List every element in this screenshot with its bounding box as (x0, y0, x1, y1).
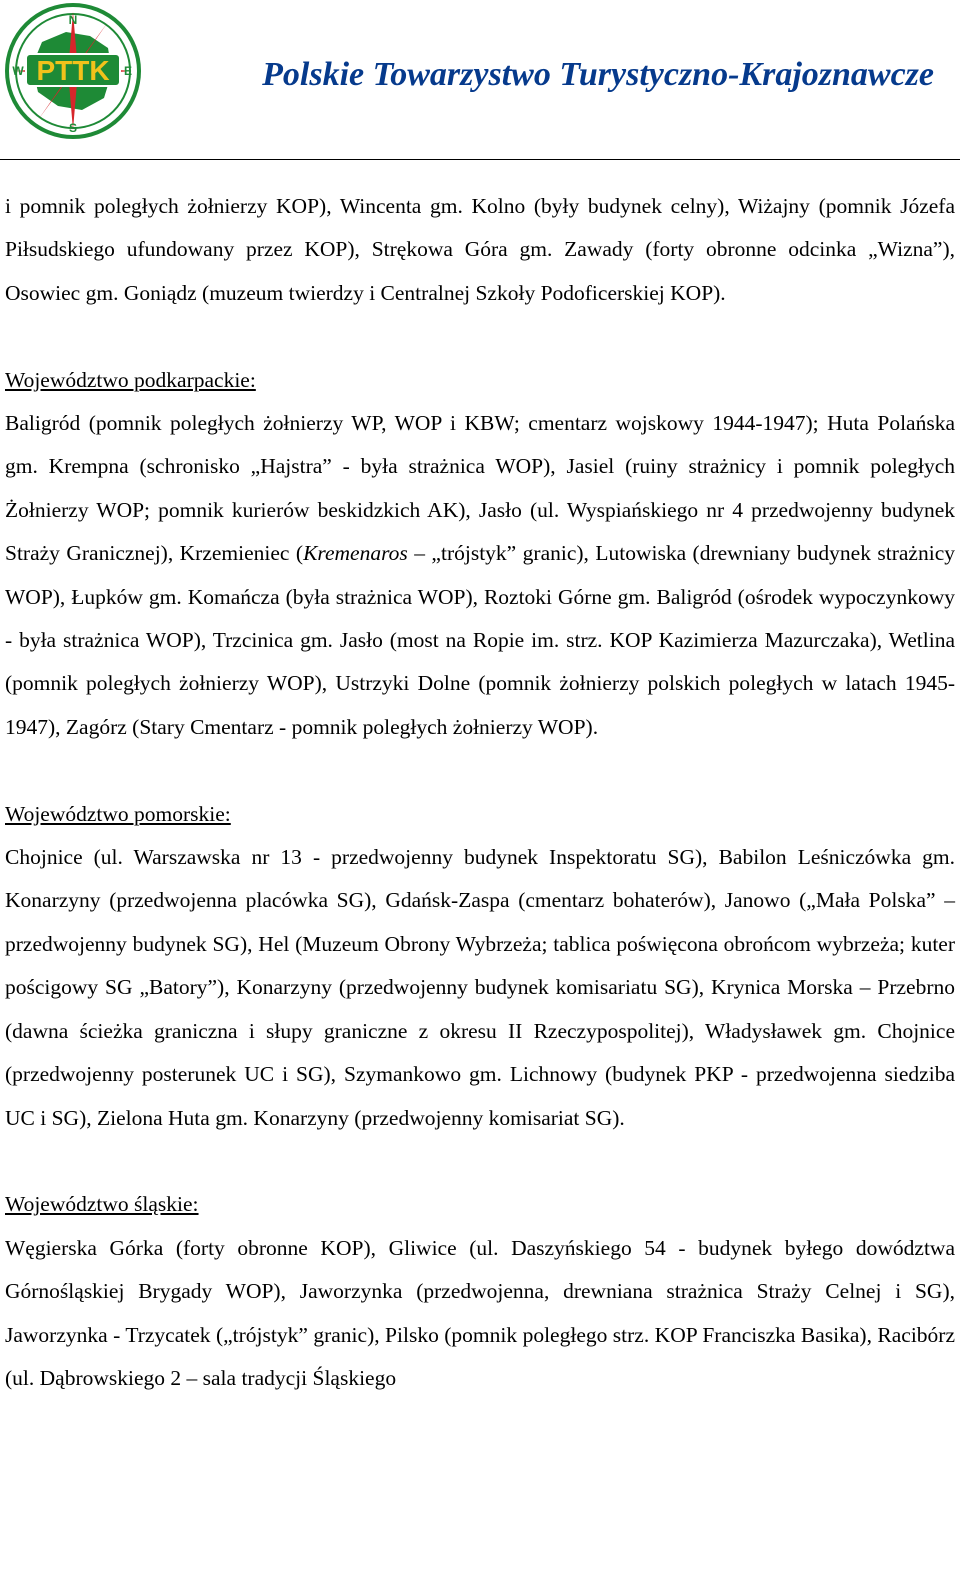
section-title-slaskie: Województwo śląskie: (5, 1192, 199, 1217)
section-paragraph-slaskie: Węgierska Górka (forty obronne KOP), Gliwice (ul. Daszyńskiego 54 - budynek byłego dowództwa Górnośląskiej Brygady WOP), Jaworzynka (przedwojenna, drewniana strażnica Straży Celnej i SG), Jaworzynka - Trzycatek („trójstyk” granic), Pilsko (pomnik poległego strz. KOP Franciszka Basika), Racibórz (ul. Dąbrowskiego 2 – sala tradycji Śląskiego (5, 1235, 955, 1390)
paragraph-text: Baligród (pomnik poległych żołnierzy WP, WOP i KBW; cmentarz wojskowy 1944-1947); Huta Polańska gm. Krempna (schronisko „Hajstra” - była strażnica WOP), Jasiel (ruiny strażnicy i pomnik poległych Żołnierzy WOP; pomnik kurierów beskidzkich AK), Jasło (ul. Wyspiańskiego nr 4 przedwojenny budynek Straży Granicznej), Krzemieniec ( (5, 411, 955, 566)
section-paragraph-podkarpackie (5, 402, 955, 749)
intro-paragraph: i pomnik poległych żołnierzy KOP), Wincenta gm. Kolno (były budynek celny), Wiżajny (pomnik Józefa Piłsudskiego ufundowany przez KOP), Strękowa Góra gm. Zawady (forty obronne odcinka „Wizna”), Osowiec gm. Goniądz (muzeum twierdzy i Centralnej Szkoły Podoficerskiej KOP). (5, 194, 955, 305)
header-divider (0, 159, 960, 160)
pttk-logo (4, 2, 142, 140)
paragraph-text: – „trójstyk” granic), Lutowiska (drewniany budynek strażnicy WOP), Łupków gm. Komańcza (była strażnica WOP), Roztoki Górne gm. Baligród (ośrodek wypoczynkowy - była strażnica WOP), Trzcinica gm. Jasło (most na Ropie im. strz. KOP Kazimierza Mazurczaka), Wetlina (pomnik poległych żołnierzy WOP), Ustrzyki Dolne (pomnik żołnierzy polskich poległych w latach 1945-1947), Zagórz (Stary Cmentarz - pomnik poległych żołnierzy WOP). (5, 541, 955, 739)
page-header (0, 0, 960, 160)
compass-e: E (123, 64, 133, 78)
section-title-pomorskie: Województwo pomorskie: (5, 801, 231, 826)
compass-s: S (68, 121, 78, 135)
italic-place-name: Kremenaros (303, 541, 408, 566)
compass-n: N (68, 13, 78, 27)
section-paragraph-pomorskie: Chojnice (ul. Warszawska nr 13 - przedwojenny budynek Inspektoratu SG), Babilon Leśniczówka gm. Konarzyny (przedwojenna placówka SG), Gdańsk-Zaspa (cmentarz bohaterów), Janowo („Mała Polska” – przedwojenny budynek SG), Hel (Muzeum Obrony Wybrzeża; tablica poświęcona obrońcom wybrzeża; kuter pościgowy SG „Batory”), Konarzyny (przedwojenny budynek komisariatu SG), Krynica Morska – Przebrno (dawna ścieżka graniczna i słupy graniczne z okresu II Rzeczypospolitej), Władysławek gm. Chojnice (przedwojenny posterunek UC i SG), Szymankowo gm. Lichnowy (budynek PKP - przedwojenna siedziba UC i SG), Zielona Huta gm. Konarzyny (przedwojenny komisariat SG). (5, 845, 955, 1130)
compass-w: W (12, 64, 24, 78)
logo-text: PTTK (36, 55, 110, 86)
document-body (5, 185, 955, 1444)
section-title-podkarpackie: Województwo podkarpackie: (5, 367, 256, 392)
organization-name: Polskie Towarzystwo Turystyczno-Krajoznawcze (262, 56, 934, 93)
